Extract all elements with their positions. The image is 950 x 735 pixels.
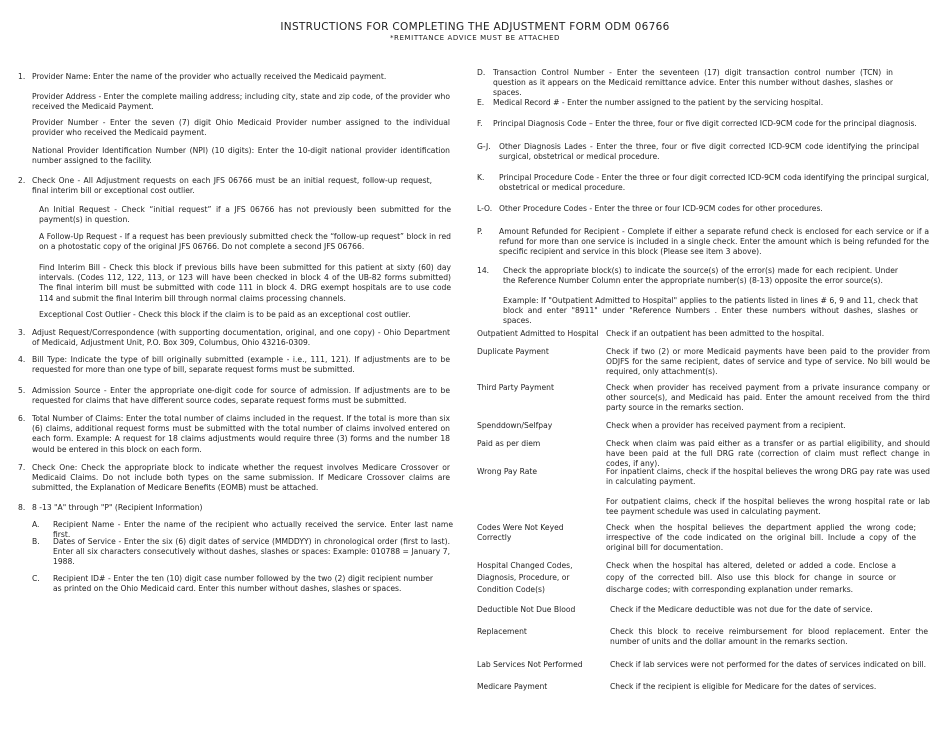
item-number: 5. (18, 386, 26, 395)
tcn-text: Transaction Control Number - Enter the seventeen (17) digit transaction control number (TCN) in question as it appears on the Medicaid remittance advice. Enter this number without dashes, slashes or spaces. (493, 68, 893, 98)
crossover-check-text: Check One: Check the appropriate block to indicate whether the request involves Medicare Crossover or Medicaid Claims. Do not include both types on the same submission. If Medicare Crossover claims are submitted, the Explanation of Medicare Benefits (EOMB) must be attached. (32, 463, 450, 493)
code-label-third-party-payment: Third Party Payment (477, 383, 554, 392)
code-label-wrong-pay-rate: Wrong Pay Rate (477, 467, 538, 476)
code-label-medicare-payment: Medicare Payment (477, 682, 548, 691)
item-letter: D. (477, 68, 486, 77)
code-desc-deductible-not-due: Check if the Medicare deductible was not due for the date of service. (610, 605, 873, 614)
other-diagnosis-text: Other Diagnosis Lades - Enter the three, four or five digit corrected ICD-9CM code identifying the principal surgical, obstetrical or medical procedure. (499, 142, 919, 162)
other-procedure-text: Other Procedure Codes - Enter the three or four ICD-9CM codes for other procedures. (499, 204, 823, 213)
admission-source-text: Admission Source - Enter the appropriate one-digit code for source of admission. If adjustments are to be requested for claims that have different source codes, separate request forms must be submitted. (32, 386, 450, 406)
total-claims-text: Total Number of Claims: Enter the total number of claims included in the request. If the total is more than six (6) claims, additional request forms must be submitted with the total number of claims involved entered on each form. Example: A request for 18 claims adjustments would require three (3) forms and the number 18 would be entered in this block on each form. (32, 414, 450, 454)
item-letter: C. (32, 574, 40, 583)
recipient-name-text: Recipient Name - Enter the name of the recipient who actually received the service. Enter last name first. (53, 520, 453, 540)
item-number: 14. (477, 266, 490, 275)
item-number: 6. (18, 414, 26, 423)
item-letter: B. (32, 537, 40, 546)
code-desc-outpatient-admitted: Check if an outpatient has been admitted to the hospital. (606, 329, 825, 338)
item-number: 2. (18, 176, 26, 185)
document-subtitle: *REMITTANCE ADVICE MUST BE ATTACHED (389, 34, 561, 42)
code-label-deductible-not-due: Deductible Not Due Blood (477, 605, 576, 614)
code-label-replacement: Replacement (477, 627, 527, 636)
provider-number-text: Provider Number - Enter the seven (7) digit Ohio Medicaid Provider number assigned to the individual provider who received the Medicaid payment. (32, 118, 450, 138)
item-letter: A. (32, 520, 40, 529)
code-desc-spenddown: Check when a provider has received payment from a recipient. (606, 421, 846, 430)
item-letter: F. (477, 119, 483, 128)
item-letter: L-O. (477, 204, 493, 213)
code-label-spenddown: Spenddown/Selfpay (477, 421, 553, 430)
code-desc-duplicate-payment: Check if two (2) or more Medicaid payments have been paid to the provider from ODJFS for the same recipient, dates of service and type of service. No bill would be required, only attachment(s). (606, 347, 930, 377)
follow-up-request-text: A Follow-Up Request - If a request has been previously submitted check the “follow-up request” block in red on a photostatic copy of the original JFS 06766. Do not complete a second JFS 06766. (39, 232, 451, 252)
code-label-duplicate-payment: Duplicate Payment (477, 347, 549, 356)
item-letter: K. (477, 173, 485, 182)
principal-diagnosis-text: Principal Diagnosis Code – Enter the three, four or five digit corrected ICD-9CM code for the principal diagnosis. (493, 119, 917, 128)
item-number: 1. (18, 72, 26, 81)
dates-of-service-text: Dates of Service - Enter the six (6) digit dates of service (MMDDYY) in chronological order (first to last). Enter all six characters consecutively without dashes, slashes or spaces: Example: 010788 = January 7, 1988. (53, 537, 450, 567)
code-desc-replacement: Check this block to receive reimbursement for blood replacement. Enter the number of units and the dollar amount in the remarks section. (610, 627, 928, 647)
item-letter: P. (477, 227, 483, 236)
final-interim-bill-text: Find Interim Bill - Check this block if previous bills have been submitted for this patient at sixty (60) day intervals. (Codes 112, 122, 113, or 123 will have been checked in block 4 of the UB-82 forms submitted) The final interim bill must be submitted with code 111 in block 4. DRG exempt hospitals are to use code 114 and submit the final Interim bill through normal claims processing channels. (39, 263, 451, 303)
code-desc-paid-per-diem: Check when claim was paid either as a transfer or as partial eligibility, and should have been paid at the full DRG rate (correction of claim must reflect change in codes, if any). (606, 439, 930, 469)
code-label-hospital-changed-codes: Hospital Changed Codes, Diagnosis, Procedure, or Condition Code(s) (477, 561, 573, 594)
provider-address-text: Provider Address - Enter the complete mailing address; including city, state and zip code, of the provider who received the Medicaid Payment. (32, 92, 450, 112)
exceptional-cost-outlier-text: Exceptional Cost Outlier - Check this block if the claim is to be paid as an exceptional cost outlier. (39, 310, 411, 319)
bill-type-text: Bill Type: Indicate the type of bill originally submitted (example - i.e., 111, 121). If adjustments are to be requested for more than one type of bill, separate request forms must be submitted. (32, 355, 450, 375)
item-number: 4. (18, 355, 26, 364)
code-desc-hospital-changed-codes: Check when the hospital has altered, deleted or added a code. Enclose a copy of the corrected bill. Also use this block for change in source or discharge codes; with corresponding explanation under remarks. (606, 561, 896, 594)
recipient-id-text: Recipient ID# - Enter the ten (10) digit case number followed by the two (2) digit recipient number as printed on the Ohio Medicaid card. Enter this number without dashes, slashes or spaces. (53, 574, 433, 594)
code-label-codes-not-keyed: Codes Were Not Keyed Correctly (477, 523, 564, 543)
item-letter: G-J. (477, 142, 491, 151)
item-number: 8. (18, 503, 26, 512)
code-desc-medicare-payment: Check if the recipient is eligible for Medicare for the dates of services. (610, 682, 877, 691)
code-label-lab-services: Lab Services Not Performed (477, 660, 583, 669)
code-desc-wrong-pay-rate-inpatient: For inpatient claims, check if the hospital believes the wrong DRG pay rate was used in calculating payment. (606, 467, 930, 487)
principal-procedure-text: Principal Procedure Code - Enter the three or four digit corrected ICD-9CM coda identifying the principal surgical, obstetrical or medical procedure. (499, 173, 929, 193)
error-source-text: Check the appropriate block(s) to indicate the source(s) of the error(s) made for each recipient. Under the Reference Number Column enter the appropriate number(s) (8-13) opposite the error source(s). (503, 266, 898, 286)
provider-name-text: Provider Name: Enter the name of the provider who actually received the Medicaid payment. (32, 72, 387, 81)
code-desc-third-party-payment: Check when provider has received payment from a private insurance company or other source(s), and Medicaid has paid. Enter the amount received from the third party source in the remarks section. (606, 383, 930, 413)
item-number: 7. (18, 463, 26, 472)
recipient-info-heading: 8 -13 "A" through "P" (Recipient Information) (32, 503, 203, 512)
amount-refunded-text: Amount Refunded for Recipient - Complete if either a separate refund check is enclosed for each service or if a refund for more than one service is included in a single check. Enter the amount which is being refunded for the specific recipient and service in this block (Please see item 3 above). (499, 227, 929, 257)
code-label-paid-per-diem: Paid as per diem (477, 439, 541, 448)
code-desc-lab-services: Check if lab services were not performed for the dates of services indicated on bill. (610, 660, 927, 669)
adjust-request-text: Adjust Request/Correspondence (with supporting documentation, original, and one copy) - Ohio Department of Medicaid, Adjustment Unit, P.O. Box 309, Columbus, Ohio 43216-0309. (32, 328, 450, 348)
code-label-outpatient-admitted: Outpatient Admitted to Hospital (477, 329, 599, 338)
document-title: INSTRUCTIONS FOR COMPLETING THE ADJUSTMENT FORM ODM 06766 (280, 21, 670, 33)
code-desc-codes-not-keyed: Check when the hospital believes the department applied the wrong code; irrespective of the code indicated on the original bill. Include a copy of the original bill for documentation. (606, 523, 916, 553)
error-source-example: Example: If "Outpatient Admitted to Hospital" applies to the patients listed in lines # 6, 9 and 11, check that block and enter "8911" under "Reference Numbers . Enter these numbers without dashes, slashes or spaces. (503, 296, 918, 326)
check-one-text: Check One - All Adjustment requests on each JFS 06766 must be an initial request, follow-up request, final interim bill or exceptional cost outlier. (32, 176, 432, 196)
npi-text: National Provider Identification Number (NPI) (10 digits): Enter the 10-digit national provider identification number assigned to the facility. (32, 146, 450, 166)
medical-record-text: Medical Record # - Enter the number assigned to the patient by the servicing hospital. (493, 98, 824, 107)
item-number: 3. (18, 328, 26, 337)
item-letter: E. (477, 98, 485, 107)
initial-request-text: An Initial Request - Check “initial request” if a JFS 06766 has not previously been submitted for the payment(s) in question. (39, 205, 451, 225)
code-desc-wrong-pay-rate-outpatient: For outpatient claims, check if the hospital believes the wrong hospital rate or lab tee payment schedule was used in calculating payment. (606, 497, 930, 517)
